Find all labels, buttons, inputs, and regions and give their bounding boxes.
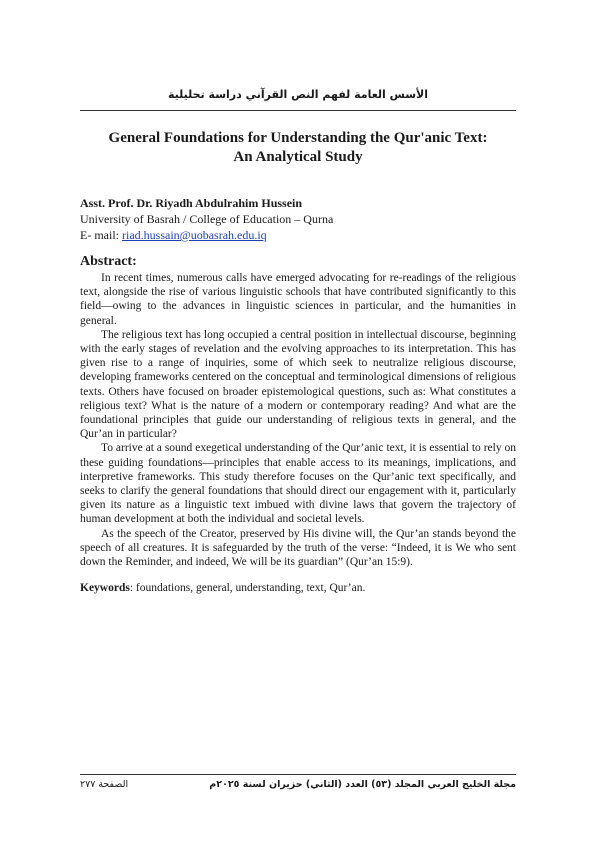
footer-journal-info: مجلة الخليج العربي المجلد (٥٣) العدد (الثاني) حزيران لسنة ٢٠٢٥م <box>209 779 516 790</box>
title-line-1: General Foundations for Understanding the Qur'anic Text: <box>108 130 488 146</box>
author-name: Asst. Prof. Dr. Riyadh Abdulrahim Hussein <box>80 196 303 210</box>
abstract-section <box>80 254 516 595</box>
abstract-paragraph: In recent times, numerous calls have emerged advocating for re-readings of the religious text, alongside the rise of various linguistic schools that have contributed significantly to this field—owing to the advances in linguistic sciences in particular, and the humanities in general. <box>80 272 516 327</box>
article-title <box>80 129 516 167</box>
keywords-text: : foundations, general, understanding, text, Qur’an. <box>129 582 366 595</box>
title-line-2: An Analytical Study <box>233 149 363 165</box>
author-email-line <box>80 227 516 243</box>
email-label: E- mail: <box>80 228 122 242</box>
footer-rule <box>80 774 516 775</box>
abstract-heading: Abstract: <box>80 254 137 269</box>
keywords-line <box>80 581 516 595</box>
footer-page-number: الصفحة ٢٧٧ <box>80 779 129 790</box>
header-rule <box>80 110 516 111</box>
abstract-paragraph: To arrive at a sound exegetical understanding of the Qur’anic text, it is essential to rely on these guiding foundations—principles that enable access to its meanings, implications, and interpretive frameworks. This study therefore focuses on the Qur’anic text specifically, and seeks to clarify the general foundations that should direct our engagement with it, particularly given its nature as a linguistic text imbued with divine laws that govern the trajectory of human development at both the individual and societal levels. <box>80 442 516 526</box>
arabic-running-title: الأسس العامة لفهم النص القرآني دراسة تحليلية <box>168 88 428 101</box>
author-block <box>80 195 516 243</box>
email-link[interactable]: riad.hussain@uobasrah.edu.iq <box>122 228 267 242</box>
keywords-label: Keywords <box>80 582 130 595</box>
abstract-paragraph: As the speech of the Creator, preserved by His divine will, the Qur’an stands beyond the speech of all creatures. It is safeguarded by the truth of the verse: “Indeed, it is We who sent down the Reminder, and indeed, We will be its guardian” (Qur’an 15:9). <box>80 527 516 569</box>
author-affiliation: University of Basrah / College of Education – Qurna <box>80 212 334 226</box>
abstract-paragraph: The religious text has long occupied a central position in intellectual discourse, beginning with the early stages of revelation and the evolving approaches to its interpretation. This has given rise to a range of inquiries, some of which seek to neutralize religious discourse, developing frameworks centered on the conceptual and terminological dimensions of religious texts. Others have focused on broader epistemological questions, such as: What constitutes a religious text? What is the nature of a modern or contemporary reading? And what are the foundational principles that guide our understanding of religious texts in general, and the Qur’an in particular? <box>80 328 516 441</box>
